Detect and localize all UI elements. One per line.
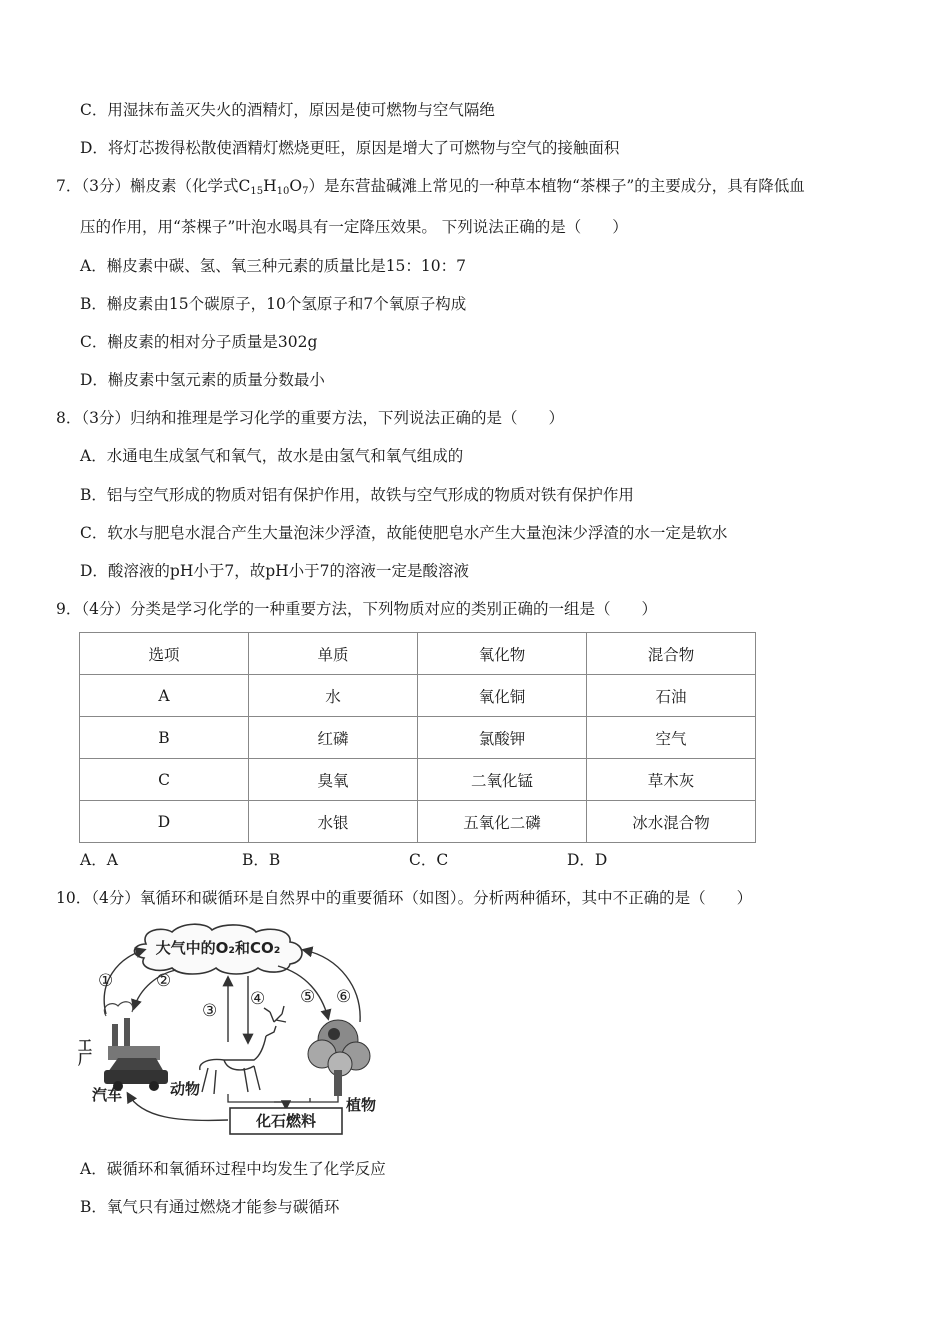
table-cell: A <box>80 675 249 717</box>
table-cell: 水 <box>249 675 418 717</box>
table-cell: 氧化铜 <box>418 675 587 717</box>
q6-option-d: D．将灯芯拨得松散使酒精灯燃烧更旺，原因是增大了可燃物与空气的接触面积 <box>80 139 620 157</box>
q7-option-b: B．槲皮素由15个碳原子，10个氢原子和7个氧原子构成 <box>80 295 467 313</box>
q10-stem: 10．（4分）氧循环和碳循环是自然界中的重要循环（如图）。分析两种循环，其中不正确的是（ ） <box>56 889 753 907</box>
q8-option-b: B．铝与空气形成的物质对铝有保护作用，故铁与空气形成的物质对铁有保护作用 <box>80 486 634 504</box>
table-cell: 水银 <box>249 801 418 843</box>
num-6: ⑥ <box>336 987 352 1007</box>
q7-option-c: C．槲皮素的相对分子质量是302g <box>80 333 318 351</box>
table-cell: 红磷 <box>249 717 418 759</box>
table-cell: C <box>80 759 249 801</box>
q9-answer-d: D．D <box>567 851 608 869</box>
fossil-fuel-label: 化石燃料 <box>255 1112 317 1130</box>
num-2: ② <box>156 971 172 991</box>
q7-option-a: A．槲皮素中碳、氢、氧三种元素的质量比是15：10：7 <box>80 257 467 275</box>
q6-option-c: C．用湿抹布盖灭失火的酒精灯，原因是使可燃物与空气隔绝 <box>80 101 495 119</box>
table-header-cell: 单质 <box>249 633 418 675</box>
table-row <box>80 759 756 801</box>
table-header-cell: 选项 <box>80 633 249 675</box>
oxygen-carbon-cycle-figure <box>78 922 388 1138</box>
q8-option-a: A．水通电生成氢气和氧气，故水是由氢气和氧气组成的 <box>80 447 464 465</box>
table-row <box>80 675 756 717</box>
factory-car-drawing <box>104 1002 168 1091</box>
num-4: ④ <box>250 989 266 1009</box>
q8-option-c: C．软水与肥皂水混合产生大量泡沫少浮渣，故能使肥皂水产生大量泡沫少浮渣的水一定是软水 <box>80 524 728 542</box>
table-cell: 五氧化二磷 <box>418 801 587 843</box>
table-row <box>80 717 756 759</box>
plant-label: 植物 <box>346 1096 377 1114</box>
num-3: ③ <box>202 1001 218 1021</box>
q9-answer-b: B．B <box>242 851 281 869</box>
table-cell: 氯酸钾 <box>418 717 587 759</box>
q9-stem: 9．（4分）分类是学习化学的一种重要方法，下列物质对应的类别正确的一组是（ ） <box>56 600 657 618</box>
q10-option-b: B．氧气只有通过燃烧才能参与碳循环 <box>80 1198 340 1216</box>
cloud-label: 大气中的O₂和CO₂ <box>155 939 281 957</box>
classification-table <box>79 632 756 843</box>
q8-stem: 8．（3分）归纳和推理是学习化学的重要方法，下列说法正确的是（ ） <box>56 409 564 427</box>
num-5: ⑤ <box>300 987 316 1007</box>
table-header-cell: 混合物 <box>587 633 756 675</box>
table-cell: 石油 <box>587 675 756 717</box>
table-header-cell: 氧化物 <box>418 633 587 675</box>
q10-option-a: A．碳循环和氧循环过程中均发生了化学反应 <box>80 1160 386 1178</box>
q9-answer-a: A．A <box>80 851 118 869</box>
num-1: ① <box>98 971 114 991</box>
animal-label: 动物 <box>170 1080 201 1098</box>
table-header-row <box>80 633 756 675</box>
q7-stem: 7．（3分）槲皮素（化学式$C_{15}H_{10}O_7$）是东营盐碱滩上常见的一种草本植物“茶棵子”的主要成分，具有降低血 <box>56 177 805 197</box>
plant-drawing <box>308 1020 370 1096</box>
table-cell: 二氧化锰 <box>418 759 587 801</box>
table-cell: 空气 <box>587 717 756 759</box>
table-cell: 臭氧 <box>249 759 418 801</box>
table-row <box>80 801 756 843</box>
factory-label: 工厂 <box>76 1038 92 1066</box>
table-cell: D <box>80 801 249 843</box>
q8-option-d: D．酸溶液的pH小于7，故pH小于7的溶液一定是酸溶液 <box>80 562 470 580</box>
q9-answer-c: C．C <box>409 851 449 869</box>
q7-option-d: D．槲皮素中氢元素的质量分数最小 <box>80 371 325 389</box>
q7-stem-line2: 压的作用，用“茶棵子”叶泡水喝具有一定降压效果。 下列说法正确的是（ ） <box>80 218 628 236</box>
table-cell: B <box>80 717 249 759</box>
table-cell: 冰水混合物 <box>587 801 756 843</box>
car-label: 汽车 <box>92 1086 123 1104</box>
table-cell: 草木灰 <box>587 759 756 801</box>
